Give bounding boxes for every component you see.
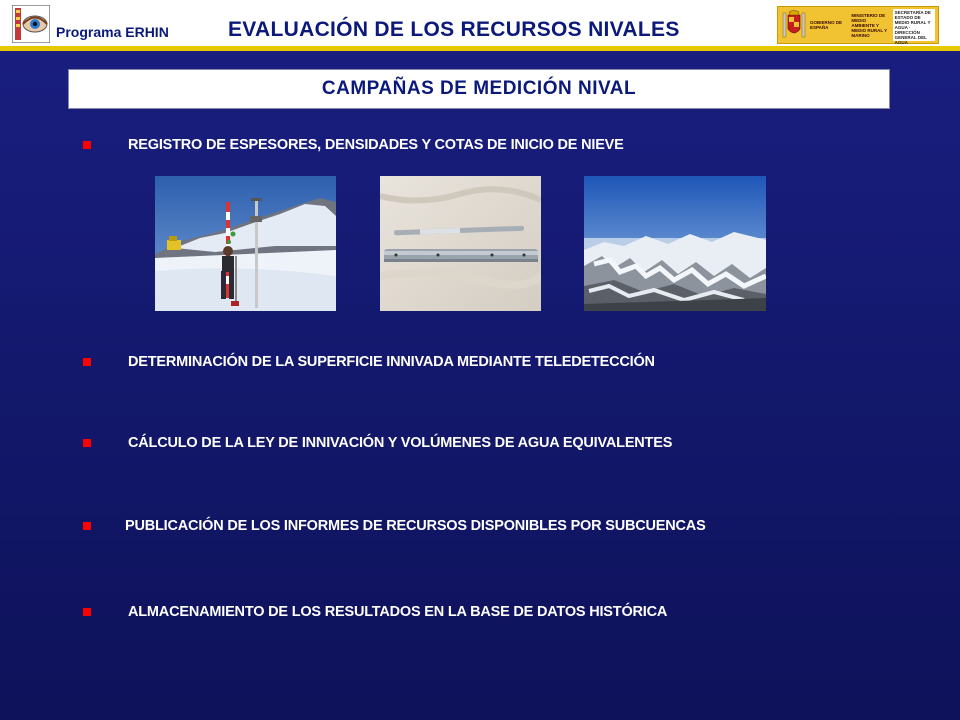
header-bar (0, 0, 960, 46)
bullet-item (83, 604, 667, 620)
bullet-text: REGISTRO DE ESPESORES, DENSIDADES Y COTAS DE INICIO DE NIEVE (128, 137, 624, 153)
bullet-item (83, 354, 655, 370)
bullet-text: PUBLICACIÓN DE LOS INFORMES DE RECURSOS DISPONIBLES POR SUBCUENCAS (125, 518, 706, 534)
bullet-square-icon (83, 522, 91, 530)
snow-sampling-tube-photo (380, 176, 541, 311)
government-logo (777, 6, 939, 44)
bullet-text: DETERMINACIÓN DE LA SUPERFICIE INNIVADA MEDIANTE TELEDETECCIÓN (128, 354, 655, 370)
spain-coat-of-arms-icon (781, 9, 807, 41)
page-title: EVALUACIÓN DE LOS RECURSOS NIVALES (228, 18, 680, 41)
bullet-item (83, 435, 672, 451)
program-name: Programa ERHIN (56, 24, 169, 40)
bullet-text: ALMACENAMIENTO DE LOS RESULTADOS EN LA BASE DE DATOS HISTÓRICA (128, 604, 668, 620)
government-name: GOBIERNO DE ESPAÑA (810, 20, 843, 30)
bullet-square-icon (83, 439, 91, 447)
bullet-square-icon (83, 608, 91, 616)
bullet-square-icon (83, 358, 91, 366)
bullet-text: CÁLCULO DE LA LEY DE INNIVACIÓN Y VOLÚMENES DE AGUA EQUIVALENTES (128, 435, 673, 451)
bullet-item (83, 137, 624, 153)
section-title: CAMPAÑAS DE MEDICIÓN NIVAL (68, 69, 890, 109)
secretariat-name: SECRETARÍA DE ESTADO DE MEDIO RURAL Y AGUA · DIRECCIÓN GENERAL DEL AGUA (893, 9, 935, 41)
erhin-eye-logo-icon (12, 5, 50, 43)
bullet-item (83, 518, 706, 534)
aerial-snow-mountains-photo (584, 176, 766, 311)
header-accent-line (0, 46, 960, 51)
snow-measurement-photo (155, 176, 336, 311)
ministry-name: MINISTERIO DE MEDIO AMBIENTE Y MEDIO RURAL Y MARINO (851, 12, 888, 38)
bullet-square-icon (83, 141, 91, 149)
